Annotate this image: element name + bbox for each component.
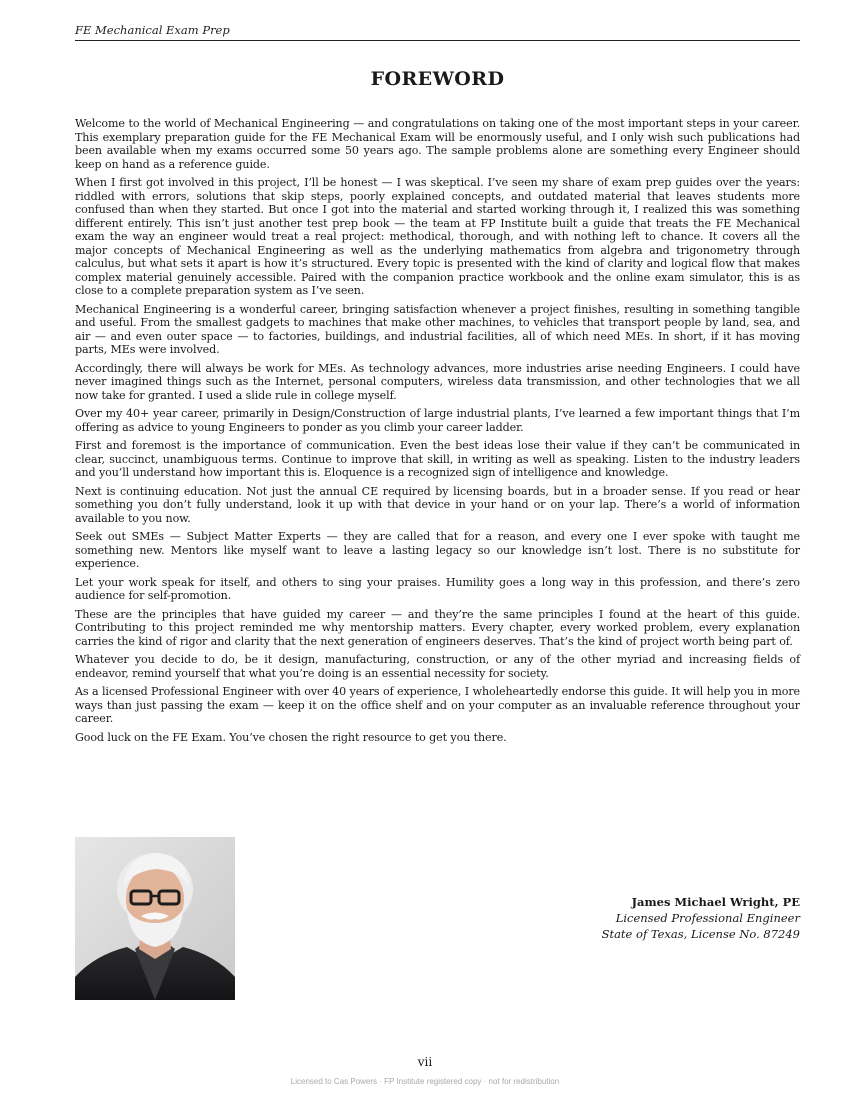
paragraph: Next is continuing education. Not just the annual CE required by licensing boards, but in a broader sense. If you read or hear something you don’t fully understand, look it up with that device in your hand or on your lap. There’s a world of information available to you now.: [75, 484, 800, 525]
author-portrait: [75, 837, 235, 1000]
running-header: [75, 23, 800, 41]
paragraph: As a licensed Professional Engineer with over 40 years of experience, I wholeheartedly endorse this guide. It will help you in more ways than just passing the exam — keep it on the office shelf and on your computer as an invaluable reference throughout your career.: [75, 685, 800, 725]
paragraph: When I first got involved in this project, I’ll be honest — I was skeptical. I’ve seen my share of exam prep guides over the years: riddled with errors, solutions that skip steps, poorly explained concepts, and outdated material that leaves students more confused than when they started. But once I got into the material and started working through it, I realized this was something different entirely. This isn’t just another test prep book — the team at FP Institute built a guide that treats the FE Mechanical exam the way an engineer would treat a real project: methodical, thorough, and with nothing left to chance. It covers all the major concepts of Mechanical Engineering as well as the underlying mathematics from algebra and trigonometry through calculus, but what sets it apart is how it’s structured. Every topic is presented with the kind of clarity and logical flow that makes complex material genuinely accessible. Paired with the companion practice workbook and the online exam simulator, this is as close to a complete preparation system as I’ve seen.: [75, 176, 800, 297]
signature-title: Licensed Professional Engineer: [615, 911, 800, 925]
signature-block: [602, 894, 800, 942]
paragraph: Welcome to the world of Mechanical Engineering — and congratulations on taking one of the most important steps in your career. This exemplary preparation guide for the FE Mechanical Exam will be enormously useful, and I only wish such publications had been available when my exams occurred some 50 years ago. The sample problems alone are something every Engineer should keep on hand as a reference guide.: [75, 117, 800, 171]
author-portrait-illustration: [75, 837, 235, 1000]
footer-license-note: Licensed to Cas Powers · FP Institute registered copy · not for redistribution: [290, 1077, 560, 1086]
paragraph: Good luck on the FE Exam. You’ve chosen the right resource to get you there.: [75, 730, 507, 744]
paragraph: Over my 40+ year career, primarily in Design/Construction of large industrial plants, I’ve learned a few important things that I’m offering as advice to young Engineers to ponder as you climb your career ladder.: [75, 407, 800, 434]
page-title: FOREWORD: [370, 68, 505, 90]
paragraph: Let your work speak for itself, and others to sing your praises. Humility goes a long way in this profession, and there’s zero audience for self-promotion.: [75, 575, 800, 602]
paragraph: Whatever you decide to do, be it design, manufacturing, construction, or any of the other myriad and increasing fields of endeavor, remind yourself that what you’re doing is an essential necessity for society.: [75, 653, 800, 680]
paragraph: Accordingly, there will always be work for MEs. As technology advances, more industries arise needing Engineers. I could have never imagined things such as the Internet, personal computers, wireless data transmission, and other technologies that we all now take for granted. I used a slide rule in college myself.: [75, 361, 800, 402]
signature-license: State of Texas, License No. 87249: [601, 927, 800, 941]
foreword-body: [75, 117, 800, 749]
paragraph: First and foremost is the importance of communication. Even the best ideas lose their value if they can’t be communicated in clear, succinct, unambiguous terms. Continue to improve that skill, in writing as well as speaking. Listen to the industry leaders and you’ll understand how important this is. Eloquence is a recognized sign of intelligence and knowledge.: [75, 439, 800, 479]
paragraph: Mechanical Engineering is a wonderful career, bringing satisfaction whenever a project finishes, resulting in something tangible and useful. From the smallest gadgets to machines that make other machines, to vehicles that transport people by land, sea, and air — and even outer space — to factories, buildings, and industrial facilities, all of which need MEs. In short, if it has moving parts, MEs were involved.: [75, 302, 800, 356]
paragraph: Seek out SMEs — Subject Matter Experts — they are called that for a reason, and every one I ever spoke with taught me something new. Mentors like myself want to leave a lasting legacy so our knowledge isn’t lost. There is no substitute for experience.: [75, 530, 800, 570]
signature-name: James Michael Wright, PE: [631, 895, 800, 909]
paragraph: These are the principles that have guided my career — and they’re the same principles I found at the heart of this guide. Contributing to this project reminded me why mentorship matters. Every chapter, every worked problem, every explanation carries the kind of rigor and clarity that the next generation of engineers deserves. That’s the kind of project worth being part of.: [75, 607, 800, 648]
running-header-title: FE Mechanical Exam Prep: [75, 23, 230, 37]
page-number: vii: [417, 1055, 433, 1069]
